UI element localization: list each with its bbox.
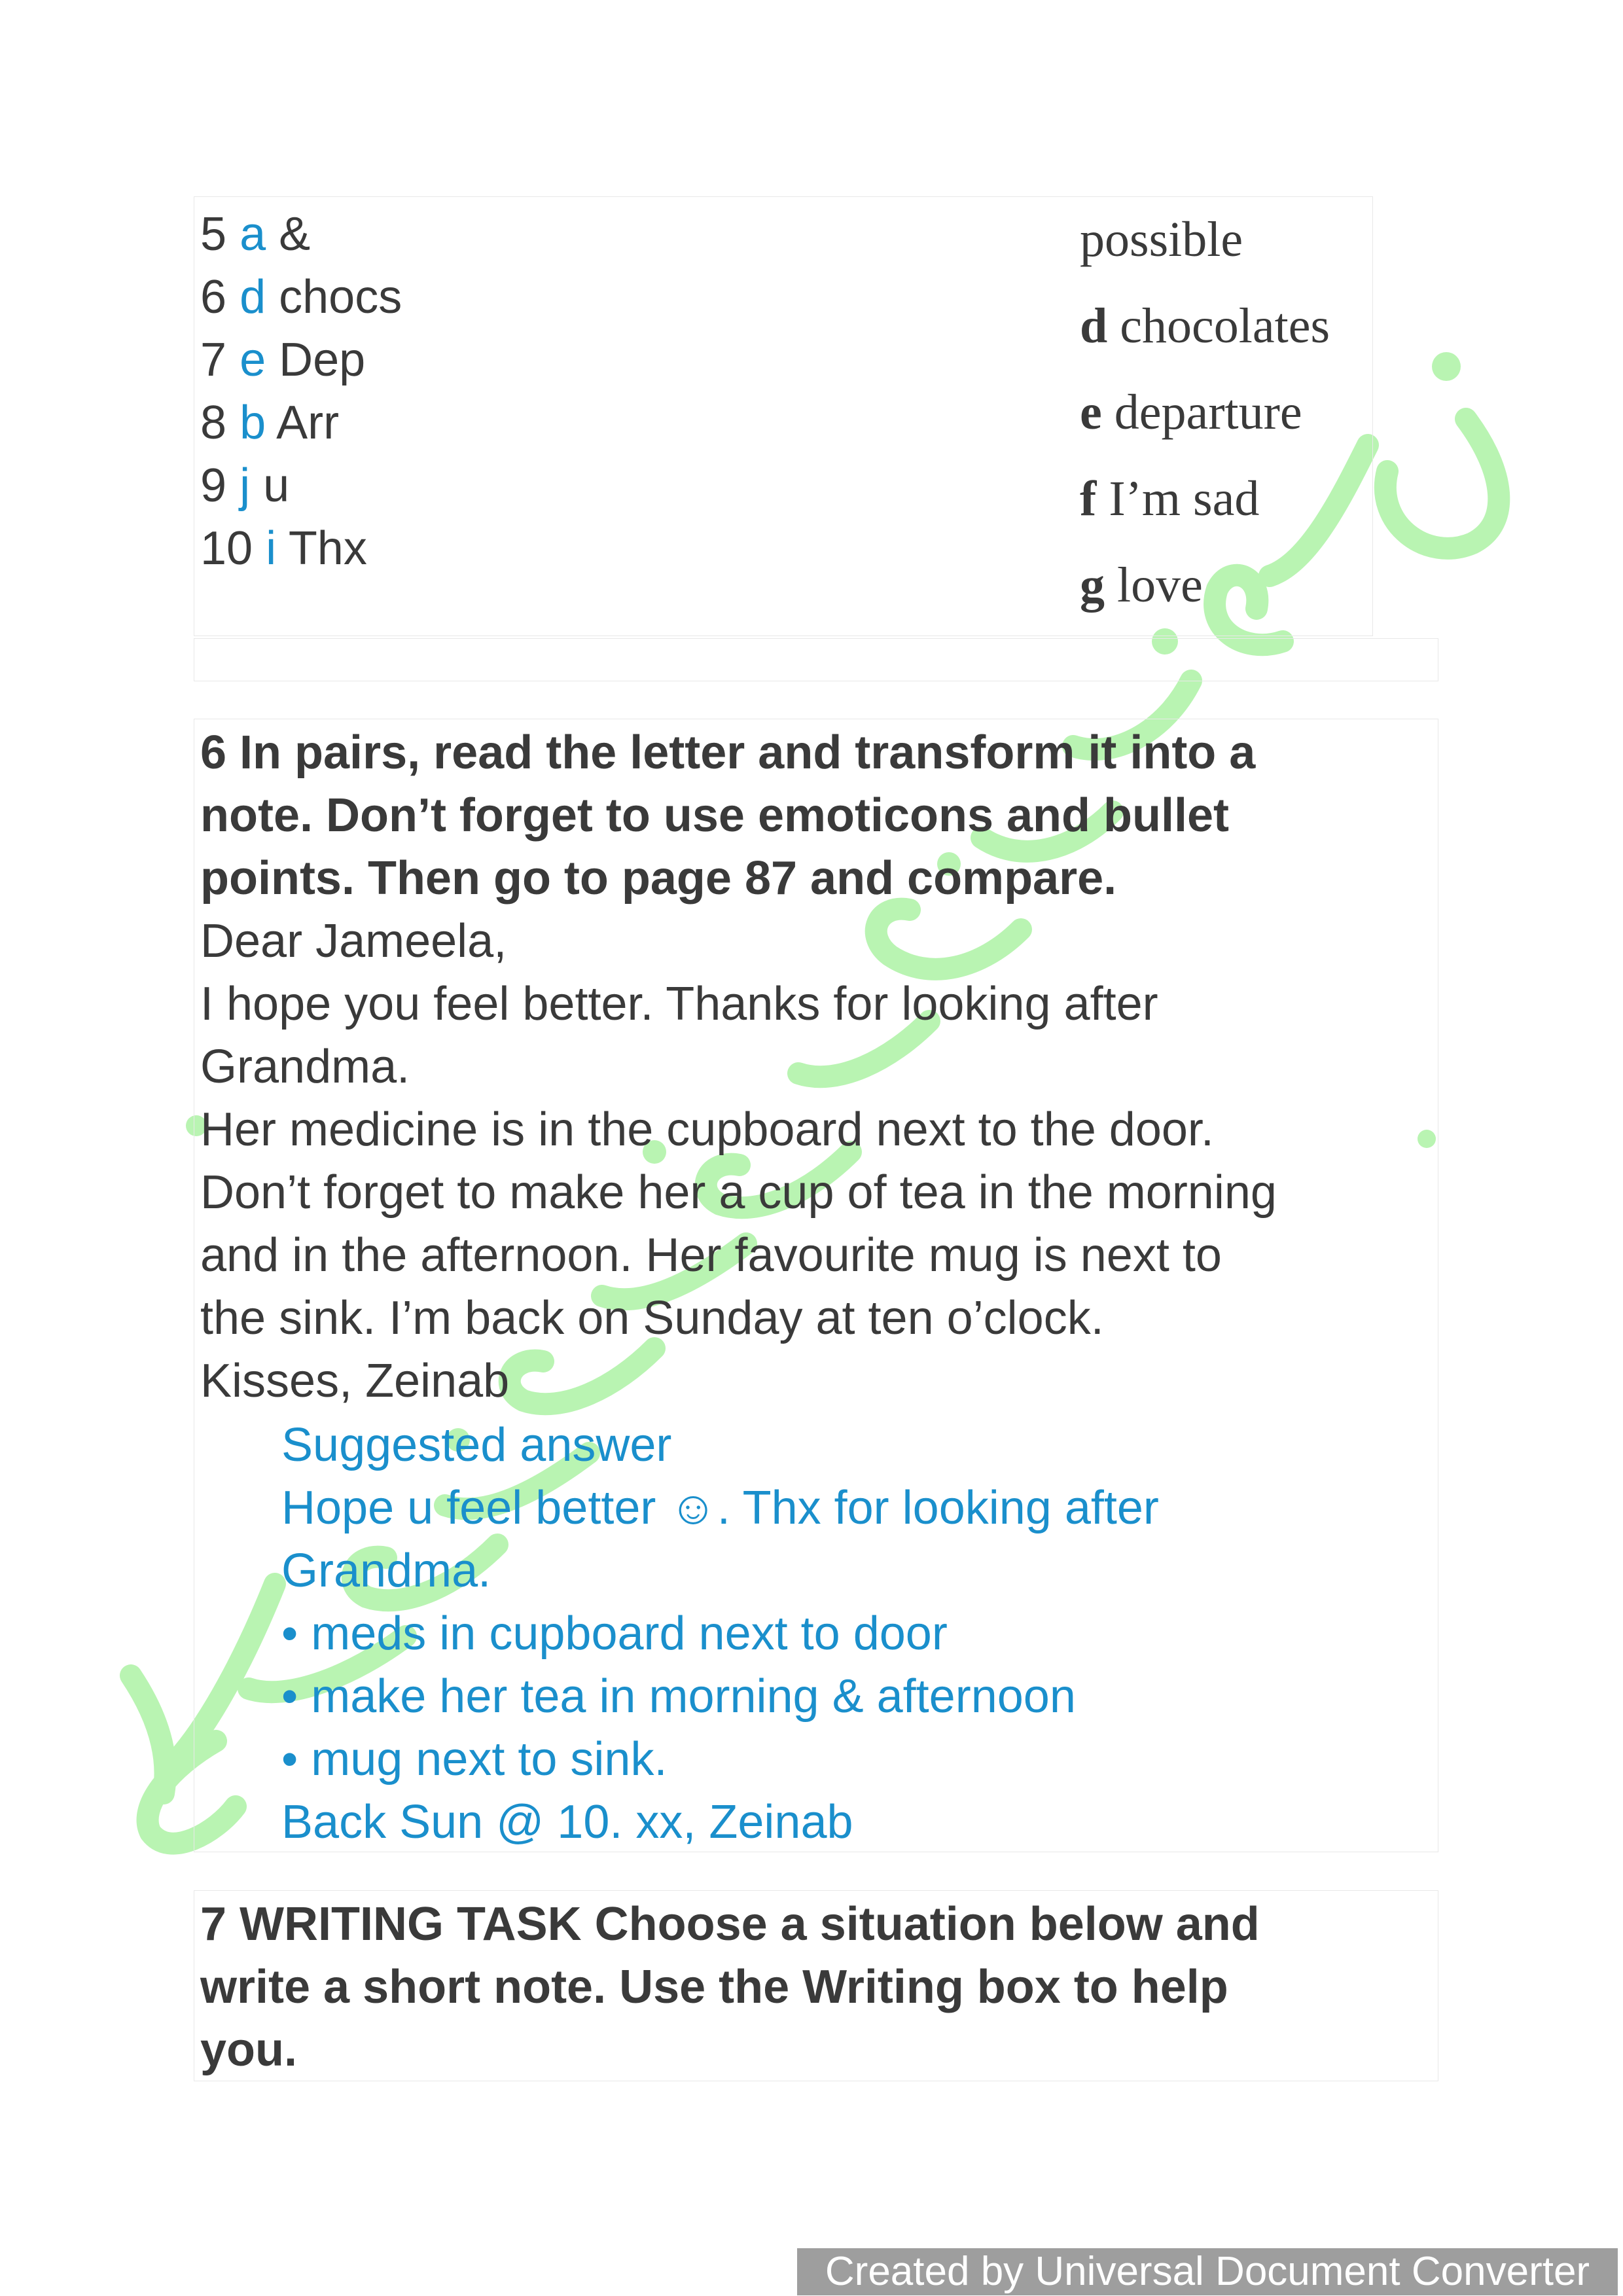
answer-row: 8 b Arr (200, 397, 340, 449)
glossary-item: f I’m sad (1080, 471, 1260, 526)
glossary-item: possible (1080, 212, 1243, 267)
glossary-item: g love (1080, 558, 1203, 613)
answer-key-list (200, 203, 1051, 596)
exercise-6-letter: Dear Jameela, I hope you feel better. Thanks for looking after Grandma. Her medicine is in the cupboard next to the door. Don’t forget to make her a cup of tea in the morning and in the afternoon. Her favourite mug is next to the sink. I’m back on Sunday at ten o’clock. Kisses, Zeinab (200, 915, 1277, 1407)
answer-row: 9 j u (200, 459, 290, 512)
answer-row: 5 a & (200, 208, 311, 260)
table-footer-row (194, 638, 1438, 681)
glossary-item: e departure (1080, 385, 1302, 440)
glossary-item: d chocolates (1080, 298, 1330, 353)
answer-row: 10 i Thx (200, 522, 367, 575)
answer-row: 7 e Dep (200, 334, 366, 386)
exercise-7-instruction: 7 WRITING TASK Choose a situation below and write a short note. Use the Writing box to help you. (200, 1898, 1260, 2076)
glossary-list (1080, 203, 1374, 628)
answer-row: 6 d chocs (200, 271, 402, 323)
exercise-6-instruction: 6 In pairs, read the letter and transform it into a note. Don’t forget to use emoticons and bullet points. Then go to page 87 and compare. (200, 726, 1256, 905)
suggested-answer: Suggested answer Hope u feel better ☺. Thx for looking after Grandma. • meds in cupboard next to door • make her tea in morning & afternoon • mug next to sink. Back Sun @ 10. xx, Zeinab (281, 1419, 1159, 1848)
footer-banner: Created by Universal Document Converter (797, 2248, 1618, 2295)
